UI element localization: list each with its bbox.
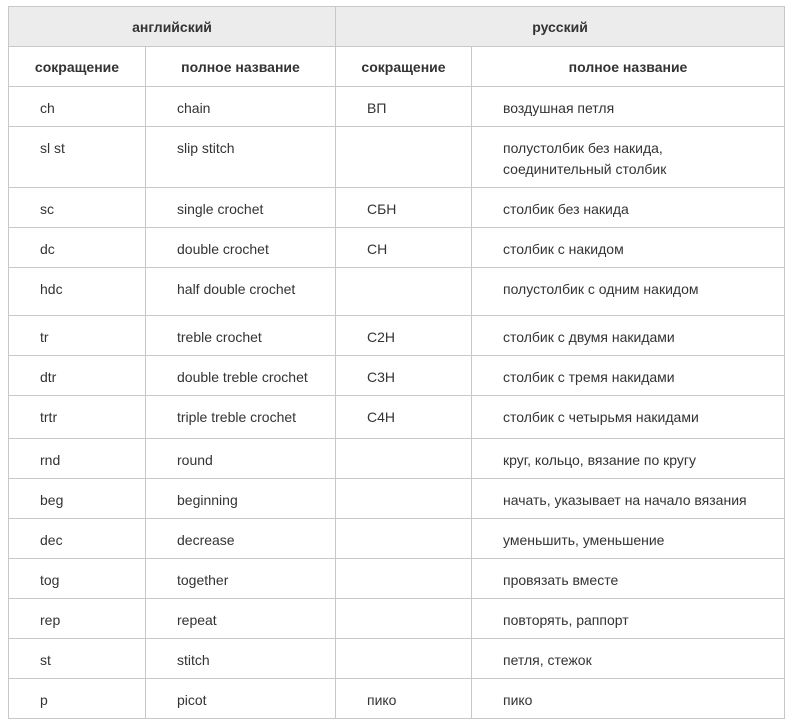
ru-full-cell: столбик с четырьмя накидами — [472, 396, 785, 439]
table-row — [9, 439, 785, 479]
ru-abbr-cell: СБН — [336, 188, 472, 228]
table-row — [9, 188, 785, 228]
ru-abbr-cell: ВП — [336, 87, 472, 127]
en-abbr-cell: dec — [9, 519, 146, 559]
en-full-cell: slip stitch — [146, 127, 336, 188]
table-row — [9, 268, 785, 316]
table-row — [9, 479, 785, 519]
ru-abbr-cell: С4Н — [336, 396, 472, 439]
table-row — [9, 519, 785, 559]
ru-full-cell: провязать вместе — [472, 559, 785, 599]
en-full-cell: treble crochet — [146, 316, 336, 356]
table-row — [9, 559, 785, 599]
en-abbr-cell: ch — [9, 87, 146, 127]
en-abbr-cell: beg — [9, 479, 146, 519]
ru-full-cell: уменьшить, уменьшение — [472, 519, 785, 559]
en-full-cell: double treble crochet — [146, 356, 336, 396]
table-row — [9, 639, 785, 679]
en-full-cell: chain — [146, 87, 336, 127]
en-full-cell: picot — [146, 679, 336, 719]
english-header: английский — [9, 7, 336, 47]
ru-full-cell: петля, стежок — [472, 639, 785, 679]
col-full-en-header: полное название — [146, 47, 336, 87]
ru-abbr-cell — [336, 639, 472, 679]
en-full-cell: double crochet — [146, 228, 336, 268]
en-full-cell: repeat — [146, 599, 336, 639]
en-abbr-cell: tog — [9, 559, 146, 599]
en-abbr-cell: p — [9, 679, 146, 719]
ru-full-cell: столбик с двумя накидами — [472, 316, 785, 356]
table-row — [9, 316, 785, 356]
table-row — [9, 87, 785, 127]
ru-full-cell: столбик без накида — [472, 188, 785, 228]
en-full-cell: half double crochet — [146, 268, 336, 316]
table-row — [9, 356, 785, 396]
table-row — [9, 679, 785, 719]
en-abbr-cell: sl st — [9, 127, 146, 188]
ru-abbr-cell — [336, 127, 472, 188]
ru-full-cell: начать, указывает на начало вязания — [472, 479, 785, 519]
col-full-ru-header: полное название — [472, 47, 785, 87]
ru-abbr-cell: СН — [336, 228, 472, 268]
column-header-row — [9, 47, 785, 87]
ru-full-cell: пико — [472, 679, 785, 719]
table-body — [9, 87, 785, 719]
language-header-row — [9, 7, 785, 47]
abbreviations-table — [8, 6, 785, 719]
en-abbr-cell: dc — [9, 228, 146, 268]
en-abbr-cell: hdc — [9, 268, 146, 316]
col-abbr-ru-header: сокращение — [336, 47, 472, 87]
ru-full-cell: столбик с тремя накидами — [472, 356, 785, 396]
ru-full-cell: столбик с накидом — [472, 228, 785, 268]
ru-abbr-cell: С3Н — [336, 356, 472, 396]
en-abbr-cell: tr — [9, 316, 146, 356]
table-row — [9, 599, 785, 639]
table-row — [9, 127, 785, 188]
ru-abbr-cell — [336, 268, 472, 316]
ru-abbr-cell — [336, 599, 472, 639]
en-full-cell: together — [146, 559, 336, 599]
table-row — [9, 396, 785, 439]
ru-full-cell: повторять, раппорт — [472, 599, 785, 639]
col-abbr-en-header: сокращение — [9, 47, 146, 87]
ru-full-cell: полустолбик с одним накидом — [472, 268, 785, 316]
en-abbr-cell: st — [9, 639, 146, 679]
en-abbr-cell: rnd — [9, 439, 146, 479]
en-abbr-cell: sc — [9, 188, 146, 228]
ru-abbr-cell — [336, 519, 472, 559]
en-full-cell: decrease — [146, 519, 336, 559]
ru-abbr-cell — [336, 479, 472, 519]
ru-full-cell: полустолбик без накида, соединительный столбик — [472, 127, 785, 188]
ru-full-cell: воздушная петля — [472, 87, 785, 127]
table-row — [9, 228, 785, 268]
en-full-cell: single crochet — [146, 188, 336, 228]
ru-abbr-cell: С2Н — [336, 316, 472, 356]
ru-full-cell: круг, кольцо, вязание по кругу — [472, 439, 785, 479]
ru-abbr-cell — [336, 559, 472, 599]
russian-header: русский — [336, 7, 785, 47]
en-abbr-cell: dtr — [9, 356, 146, 396]
en-abbr-cell: rep — [9, 599, 146, 639]
ru-abbr-cell — [336, 439, 472, 479]
en-full-cell: round — [146, 439, 336, 479]
en-full-cell: triple treble crochet — [146, 396, 336, 439]
ru-abbr-cell: пико — [336, 679, 472, 719]
en-abbr-cell: trtr — [9, 396, 146, 439]
en-full-cell: stitch — [146, 639, 336, 679]
en-full-cell: beginning — [146, 479, 336, 519]
